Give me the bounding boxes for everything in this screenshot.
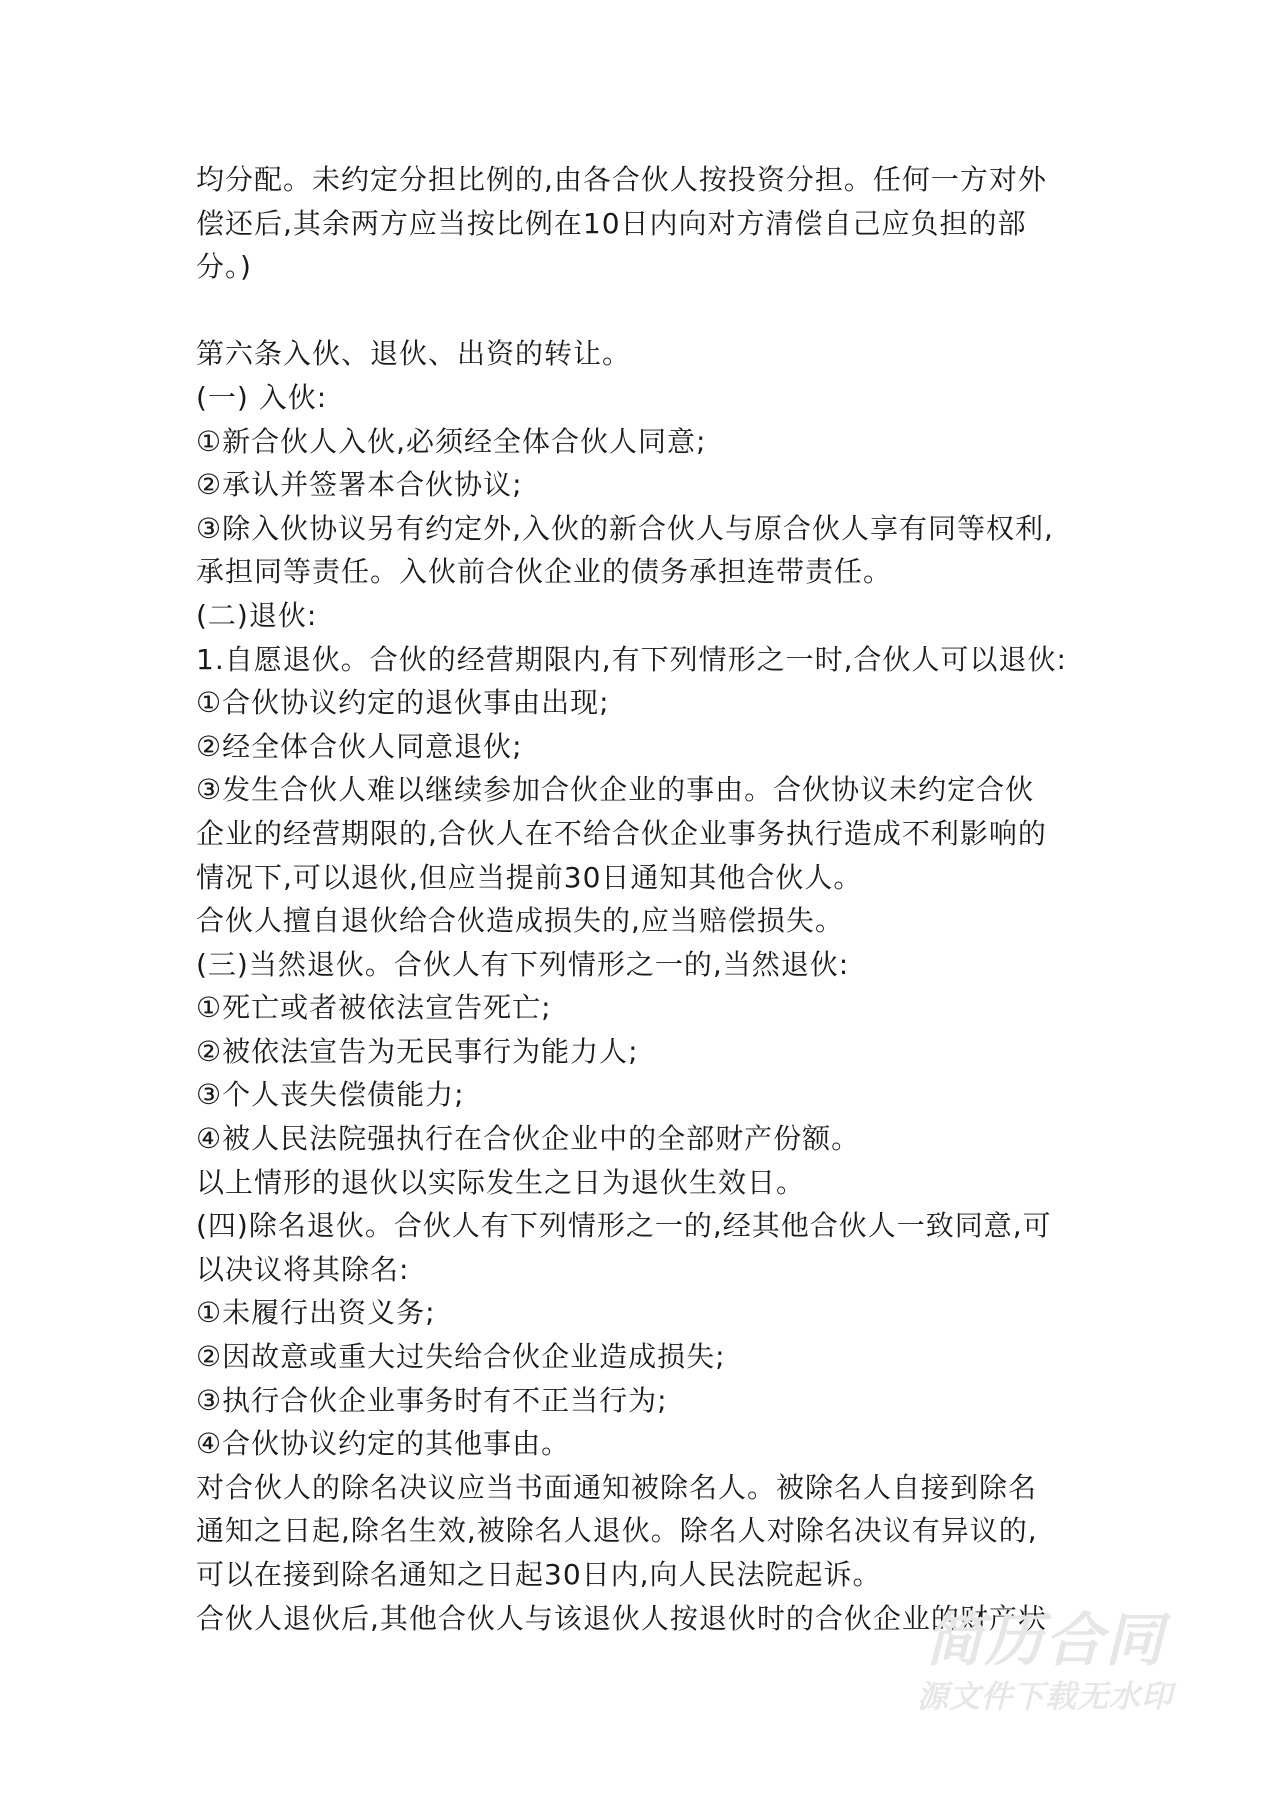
blank-line [196,289,1096,333]
text-line: ③发生合伙人难以继续参加合伙企业的事由。合伙协议未约定合伙 [196,773,1035,807]
text-line: ②承认并签署本合伙协议; [196,468,523,502]
text-line: (一) 入伙: [196,380,328,414]
text-line: 以上情形的退伙以实际发生之日为退伙生效日。 [196,1165,806,1199]
text-line: ①合伙协议约定的退伙事由出现; [196,686,610,720]
text-line: 合伙人退伙后,其他合伙人与该退伙人按退伙时的合伙企业的财产状 [196,1601,1047,1635]
text-line: 承担同等责任。入伙前合伙企业的债务承担连带责任。 [196,555,893,589]
text-line: ①未履行出资义务; [196,1296,436,1330]
watermark-tagline: 源文件下载无水印 [917,1679,1173,1715]
text-line: 以决议将其除名: [196,1252,410,1286]
text-line: ②因故意或重大过失给合伙企业造成损失; [196,1340,726,1374]
text-line: 情况下,可以退伙,但应当提前30日通知其他合伙人。 [196,860,863,894]
text-line: ①新合伙人入伙,必须经全体合伙人同意; [196,424,707,458]
text-line: ②经全体合伙人同意退伙; [196,729,523,763]
text-line: ③除入伙协议另有约定外,入伙的新合伙人与原合伙人享有同等权利, [196,511,1054,545]
text-line: 均分配。未约定分担比例的,由各合伙人按投资分担。任何一方对外 [196,163,1047,196]
text-line: 1.自愿退伙。合伙的经营期限内,有下列情形之一时,合伙人可以退伙: [196,642,1067,676]
text-line: 偿还后,其余两方应当按比例在10日内向对方清偿自己应负担的部 [196,206,1027,240]
text-line: ②被依法宣告为无民事行为能力人; [196,1034,639,1068]
text-line: 合伙人擅自退伙给合伙造成损失的,应当赔偿损失。 [196,904,844,938]
text-line: (三)当然退伙。合伙人有下列情形之一的,当然退伙: [196,947,850,981]
text-line: (四)除名退伙。合伙人有下列情形之一的,经其他合伙人一致同意,可 [196,1209,1052,1243]
text-line: ③个人丧失偿债能力; [196,1078,465,1112]
text-line: ④合伙协议约定的其他事由。 [196,1427,571,1461]
text-line: (二)退伙: [196,598,318,632]
text-line: 通知之日起,除名生效,被除名人退伙。除名人对除名决议有异议的, [196,1514,1038,1548]
text-line: ①死亡或者被依法宣告死亡; [196,991,552,1025]
text-line: 对合伙人的除名决议应当书面通知被除名人。被除名人自接到除名 [196,1470,1038,1504]
text-line: 第六条入伙、退伙、出资的转让。 [196,337,632,371]
watermark [895,1605,1195,1719]
text-line: 分。) [196,250,252,284]
text-line: 企业的经营期限的,合伙人在不给合伙企业事务执行造成不利影响的 [196,816,1047,850]
watermark-brand: 简历合同 [924,1606,1165,1674]
text-line: 可以在接到除名通知之日起30日内,向人民法院起诉。 [196,1558,882,1591]
text-line: ③执行合伙企业事务时有不正当行为; [196,1383,668,1417]
text-line: ④被人民法院强执行在合伙企业中的全部财产份额。 [196,1122,861,1156]
document-body [196,158,1096,1640]
